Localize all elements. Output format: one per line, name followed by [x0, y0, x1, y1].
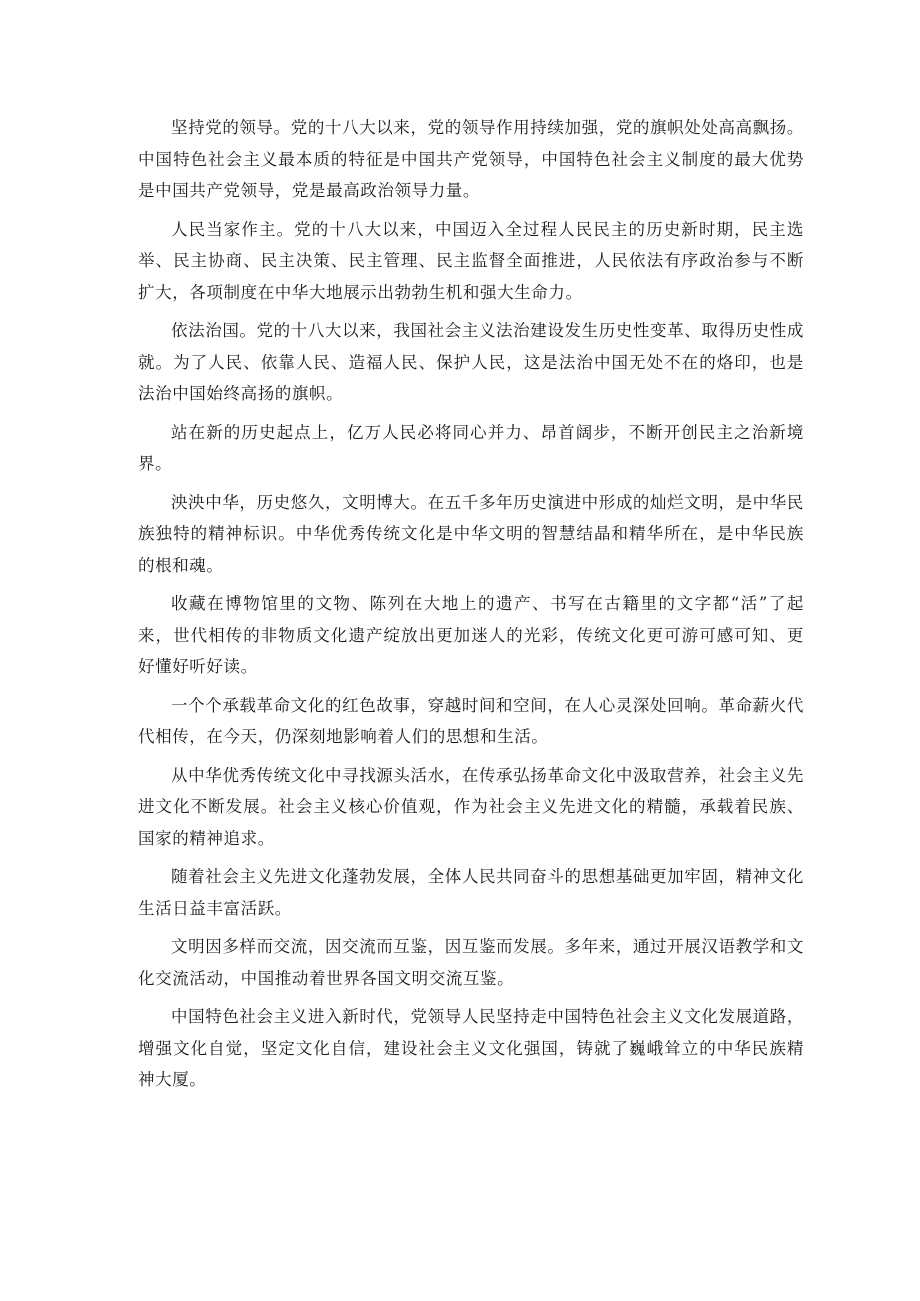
paragraph-cultural-relics: 收藏在博物馆里的文物、陈列在大地上的遗产、书写在古籍里的文字都“活”了起来，世代相传的非物质文化遗产绽放出更加迷人的光彩，传统文化更可游可感可知、更好懂好听好读。: [138, 594, 804, 676]
paragraph-party-leadership: 坚持党的领导。党的十八大以来，党的领导作用持续加强，党的旗帜处处高高飘扬。中国特色社会主义最本质的特征是中国共产党领导，中国特色社会主义制度的最大优势是中国共产党领导，党是最高政治领导力量。: [138, 118, 804, 200]
paragraph-rule-of-law: 依法治国。党的十八大以来，我国社会主义法治建设发生历史性变革、取得历史性成就。为了人民、依靠人民、造福人民、保护人民，这是法治中国无处不在的烙印，也是法治中国始终高扬的旗帜。: [138, 321, 804, 403]
paragraph-new-era: 中国特色社会主义进入新时代，党领导人民坚持走中国特色社会主义文化发展道路，增强文化自觉，坚定文化自信，建设社会主义文化强国，铸就了巍峨耸立的中华民族精神大厦。: [138, 1007, 804, 1089]
paragraph-revolutionary-culture: 一个个承载革命文化的红色故事，穿越时间和空间，在人心灵深处回响。革命薪火代代相传，在今天，仍深刻地影响着人们的思想和生活。: [138, 695, 804, 746]
paragraph-advanced-culture: 从中华优秀传统文化中寻找源头活水，在传承弘扬革命文化中汲取营养，社会主义先进文化不断发展。社会主义核心价值观，作为社会主义先进文化的精髓，承载着民族、国家的精神追求。: [138, 765, 804, 848]
document-body: [138, 112, 804, 1103]
paragraph-new-starting-point: 站在新的历史起点上，亿万人民必将同心并力、昂首阔步，不断开创民主之治新境界。: [138, 422, 804, 473]
paragraph-chinese-civilization: 泱泱中华，历史悠久，文明博大。在五千多年历史演进中形成的灿烂文明，是中华民族独特的精神标识。中华优秀传统文化是中华文明的智慧结晶和精华所在，是中华民族的根和魂。: [138, 492, 804, 575]
paragraph-people-masters: 人民当家作主。党的十八大以来，中国迈入全过程人民民主的历史新时期，民主选举、民主协商、民主决策、民主管理、民主监督全面推进，人民依法有序政治参与不断扩大，各项制度在中华大地展示出勃勃生机和强大生命力。: [138, 219, 804, 302]
paragraph-spiritual-life: 随着社会主义先进文化蓬勃发展，全体人民共同奋斗的思想基础更加牢固，精神文化生活日益丰富活跃。: [138, 867, 804, 918]
paragraph-exchange-mutual-learning: 文明因多样而交流，因交流而互鉴，因互鉴而发展。多年来，通过开展汉语教学和文化交流活动，中国推动着世界各国文明交流互鉴。: [138, 937, 804, 988]
